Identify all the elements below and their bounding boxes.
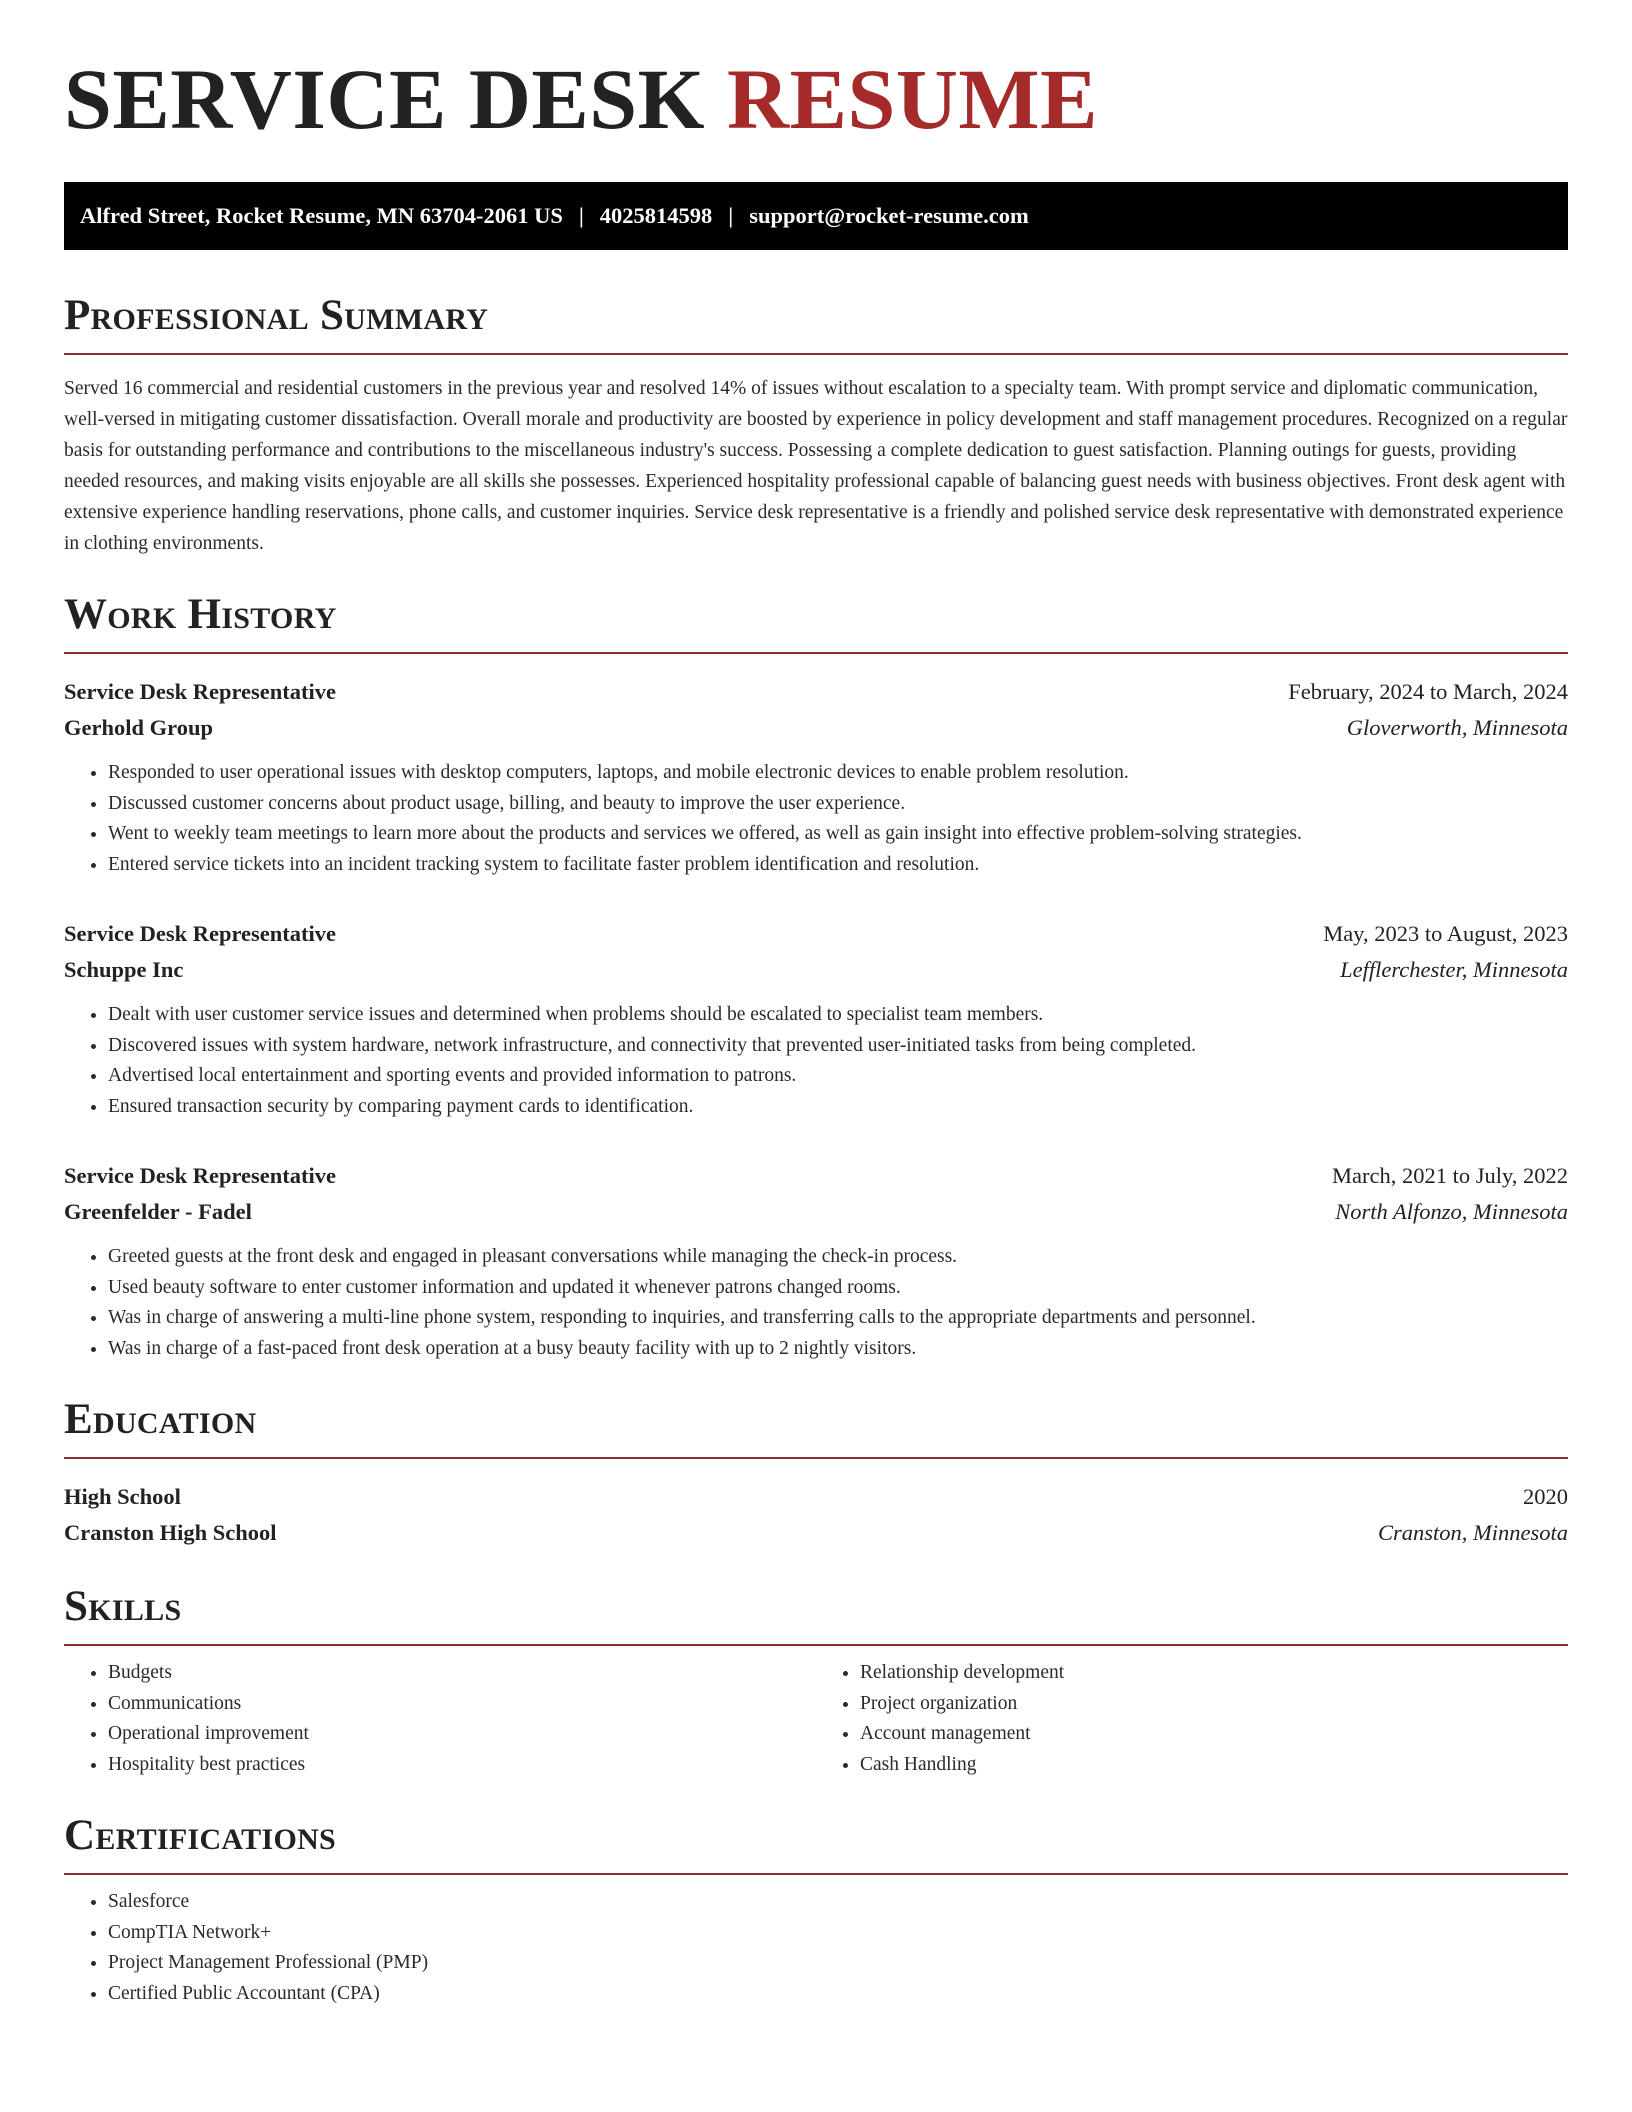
work-history-section bbox=[64, 593, 1568, 1364]
skill-item: • Cash Handling bbox=[860, 1750, 1568, 1781]
contact-separator: | bbox=[578, 203, 584, 228]
certification-item: • Project Management Professional (PMP) bbox=[108, 1948, 1568, 1979]
job-bullet: • Discussed customer concerns about product usage, billing, and beauty to improve the user experience. bbox=[108, 789, 1568, 820]
education-location: Cranston, Minnesota bbox=[1377, 1520, 1568, 1545]
education-degree: High School bbox=[64, 1484, 181, 1509]
job-entry bbox=[64, 916, 1568, 1122]
resume-title bbox=[64, 51, 1568, 147]
job-bullets bbox=[64, 758, 1568, 880]
skills-columns bbox=[64, 1658, 1568, 1780]
job-company: Greenfelder - Fadel bbox=[64, 1199, 252, 1224]
job-bullets bbox=[64, 1000, 1568, 1122]
job-dates: February, 2024 to March, 2024 bbox=[1288, 679, 1568, 704]
title-word-main: SERVICE DESK bbox=[64, 51, 706, 147]
job-company: Gerhold Group bbox=[64, 715, 213, 740]
job-title: Service Desk Representative bbox=[64, 1163, 337, 1188]
education-school: Cranston High School bbox=[64, 1520, 277, 1545]
job-bullet: • Ensured transaction security by comparing payment cards to identification. bbox=[108, 1092, 1568, 1123]
job-dates: March, 2021 to July, 2022 bbox=[1331, 1163, 1568, 1188]
summary-text: Served 16 commercial and residential customers in the previous year and resolved 14% of issues without escalation to a specialty team. With prompt service and diplomatic communication, well-versed in mitigating customer dissatisfaction. Overall morale and productivity are boosted by experience in policy development and staff management procedures. Recognized on a regular basis for outstanding performance and contributions to the miscellaneous industry's success. Possessing a complete dedication to guest satisfaction. Planning outings for guests, providing needed resources, and making visits enjoyable are all skills she possesses. Experienced hospitality professional capable of balancing guest needs with business objectives. Front desk agent with extensive experience handling reservations, phone calls, and customer inquiries. Service desk representative is a friendly and polished service desk representative with demonstrated experience in clothing environments. bbox=[64, 378, 1568, 554]
contact-phone: 4025814598 bbox=[599, 203, 713, 228]
job-bullet: • Advertised local entertainment and sporting events and provided information to patrons. bbox=[108, 1061, 1568, 1092]
skill-item: • Budgets bbox=[108, 1658, 816, 1689]
skills-list-right bbox=[816, 1658, 1568, 1780]
skill-item: • Hospitality best practices bbox=[108, 1750, 816, 1781]
skill-item: • Project organization bbox=[860, 1689, 1568, 1720]
contact-bar bbox=[64, 182, 1568, 250]
job-bullet: • Responded to user operational issues with desktop computers, laptops, and mobile electronic devices to enable problem resolution. bbox=[108, 758, 1568, 789]
education-heading: Education bbox=[64, 1398, 1568, 1459]
job-bullet: • Went to weekly team meetings to learn more about the products and services we offered, as well as gain insight into effective problem-solving strategies. bbox=[108, 819, 1568, 850]
contact-email: support@rocket-resume.com bbox=[749, 203, 1029, 228]
title-word-accent: RESUME bbox=[727, 51, 1098, 147]
certifications-heading: Certifications bbox=[64, 1814, 1568, 1875]
contact-separator: | bbox=[728, 203, 734, 228]
job-bullets bbox=[64, 1242, 1568, 1364]
skills-list-left bbox=[64, 1658, 816, 1780]
skill-item: • Account management bbox=[860, 1719, 1568, 1750]
work-history-heading: Work History bbox=[64, 593, 1568, 654]
education-section bbox=[64, 1398, 1568, 1551]
job-dates: May, 2023 to August, 2023 bbox=[1323, 921, 1568, 946]
education-year: 2020 bbox=[1523, 1484, 1568, 1509]
skill-item: • Operational improvement bbox=[108, 1719, 816, 1750]
job-bullet: • Greeted guests at the front desk and engaged in pleasant conversations while managing the check-in process. bbox=[108, 1242, 1568, 1273]
job-bullet: • Used beauty software to enter customer information and updated it whenever patrons changed rooms. bbox=[108, 1273, 1568, 1304]
skills-heading: Skills bbox=[64, 1585, 1568, 1646]
job-entry bbox=[64, 674, 1568, 880]
job-title: Service Desk Representative bbox=[64, 921, 337, 946]
certification-item: • Certified Public Accountant (CPA) bbox=[108, 1979, 1568, 2010]
skill-item: • Communications bbox=[108, 1689, 816, 1720]
job-bullet: • Discovered issues with system hardware, network infrastructure, and connectivity that prevented user-initiated tasks from being completed. bbox=[108, 1031, 1568, 1062]
skill-item: • Relationship development bbox=[860, 1658, 1568, 1689]
summary-section bbox=[64, 294, 1568, 559]
certification-item: • Salesforce bbox=[108, 1887, 1568, 1918]
summary-heading: Professional Summary bbox=[64, 294, 1568, 355]
job-bullet: • Entered service tickets into an incident tracking system to facilitate faster problem identification and resolution. bbox=[108, 850, 1568, 881]
job-company: Schuppe Inc bbox=[64, 957, 184, 982]
job-location: Gloverworth, Minnesota bbox=[1346, 715, 1568, 740]
job-bullet: • Dealt with user customer service issues and determined when problems should be escalated to specialist team members. bbox=[108, 1000, 1568, 1031]
job-entry bbox=[64, 1158, 1568, 1364]
certification-item: • CompTIA Network+ bbox=[108, 1918, 1568, 1949]
job-bullet: • Was in charge of answering a multi-line phone system, responding to inquiries, and transferring calls to the appropriate departments and personnel. bbox=[108, 1303, 1568, 1334]
job-location: North Alfonzo, Minnesota bbox=[1335, 1199, 1568, 1224]
certifications-list bbox=[64, 1887, 1568, 2009]
job-title: Service Desk Representative bbox=[64, 679, 337, 704]
certifications-section bbox=[64, 1814, 1568, 2009]
contact-address: Alfred Street, Rocket Resume, MN 63704-2061 US bbox=[80, 203, 563, 228]
job-bullet: • Was in charge of a fast-paced front desk operation at a busy beauty facility with up to 2 nightly visitors. bbox=[108, 1334, 1568, 1365]
job-location: Lefflerchester, Minnesota bbox=[1340, 957, 1568, 982]
skills-section bbox=[64, 1585, 1568, 1780]
